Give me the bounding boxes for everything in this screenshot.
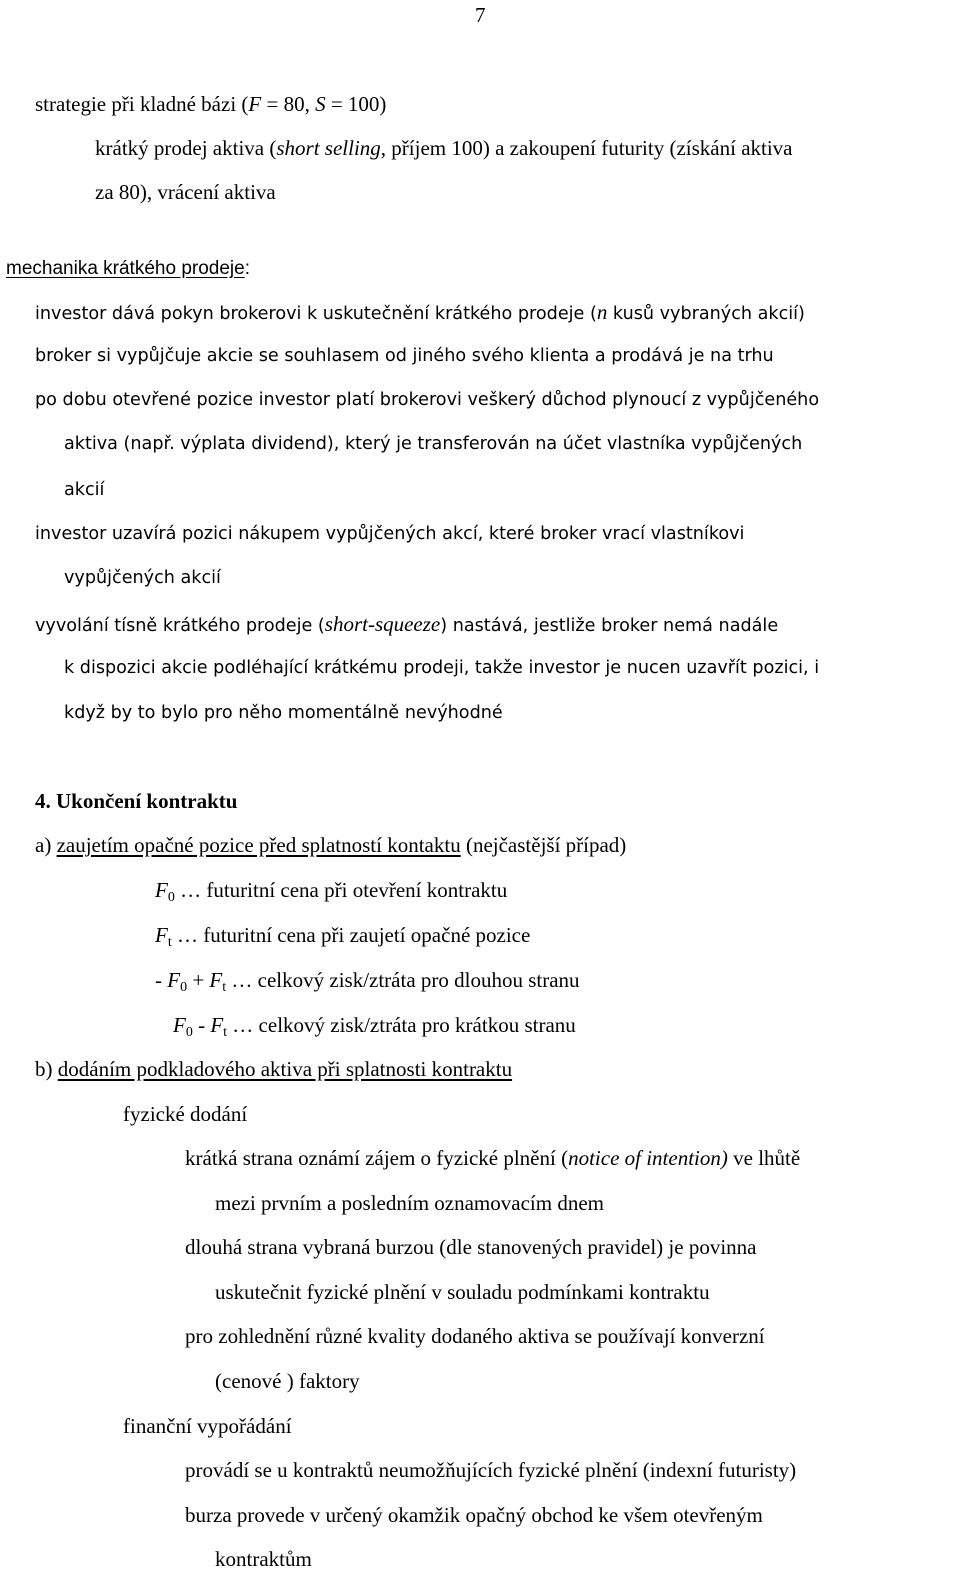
short-pnl-formula: $F_0 - F_t$ … celkový zisk/ztráta pro krátkou stranu	[173, 1013, 576, 1040]
strategy-line-1: krátký prodej aktiva (short selling, příjem 100) a zakoupení futurity (získání aktiva	[95, 136, 793, 160]
section-4-heading: 4. Ukončení kontraktu	[35, 789, 238, 813]
mechanics-bullet-4b: vypůjčených akcií	[64, 568, 221, 588]
physical-3b: (cenové ) faktory	[215, 1369, 360, 1393]
strategy-line-2: za 80), vrácení aktiva	[95, 180, 276, 204]
physical-1b: mezi prvním a posledním oznamovacím dnem	[215, 1191, 604, 1215]
financial-settlement-heading: finanční vypořádání	[123, 1414, 292, 1438]
financial-1: provádí se u kontraktů neumožňujících fyzické plnění (indexní futuristy)	[185, 1458, 797, 1482]
physical-1a: krátká strana oznámí zájem o fyzické plnění (notice of intention) ve lhůtě	[185, 1146, 801, 1170]
option-a: a) zaujetím opačné pozice před splatností kontaktu (nejčastější případ)	[35, 833, 627, 857]
mechanics-bullet-3a: po dobu otevřené pozice investor platí brokerovi veškerý důchod plynoucí z vypůjčeného	[35, 390, 820, 410]
financial-2b: kontraktům	[215, 1547, 312, 1571]
mechanics-bullet-5a: vyvolání tísně krátkého prodeje (short-squeeze) nastává, jestliže broker nemá nadále	[35, 612, 779, 636]
mechanics-bullet-1: investor dává pokyn brokerovi k uskutečnění krátkého prodeje (n kusů vybraných akcií)	[35, 300, 805, 324]
financial-2a: burza provede v určený okamžik opačný obchod ke všem otevřeným	[185, 1503, 763, 1527]
mechanics-bullet-4a: investor uzavírá pozici nákupem vypůjčených akcí, které broker vrací vlastníkovi	[35, 524, 745, 544]
strategy-heading: strategie při kladné bázi (F = 80, S = 100)	[35, 92, 387, 116]
mechanics-bullet-2: broker si vypůjčuje akcie se souhlasem od jiného svého klienta a prodává je na trhu	[35, 346, 774, 366]
physical-delivery-heading: fyzické dodání	[123, 1102, 248, 1126]
mechanics-title: mechanika krátkého prodeje:	[6, 258, 250, 279]
mechanics-bullet-5c: když by to bylo pro něho momentálně nevýhodné	[64, 703, 503, 723]
f0-definition: $F_0$ … futuritní cena při otevření kontraktu	[155, 878, 508, 905]
option-b: b) dodáním podkladového aktiva při splatnosti kontraktu	[35, 1057, 513, 1081]
physical-2b: uskutečnit fyzické plnění v souladu podmínkami kontraktu	[215, 1280, 710, 1304]
ft-definition: $F_t$ … futuritní cena při zaujetí opačné pozice	[155, 923, 531, 950]
physical-2a: dlouhá strana vybraná burzou (dle stanovených pravidel) je povinna	[185, 1235, 757, 1259]
physical-3a: pro zohlednění různé kvality dodaného aktiva se používají konverzní	[185, 1324, 765, 1348]
page-number: 7	[475, 3, 486, 27]
mechanics-bullet-5b: k dispozici akcie podléhající krátkému prodeji, takže investor je nucen uzavřít pozici, i	[64, 658, 820, 678]
mechanics-bullet-3c: akcií	[64, 480, 105, 500]
long-pnl-formula: - $F_0 + F_t$ … celkový zisk/ztráta pro dlouhou stranu	[155, 968, 580, 995]
mechanics-bullet-3b: aktiva (např. výplata dividend), který je transferován na účet vlastníka vypůjčených	[64, 434, 803, 454]
